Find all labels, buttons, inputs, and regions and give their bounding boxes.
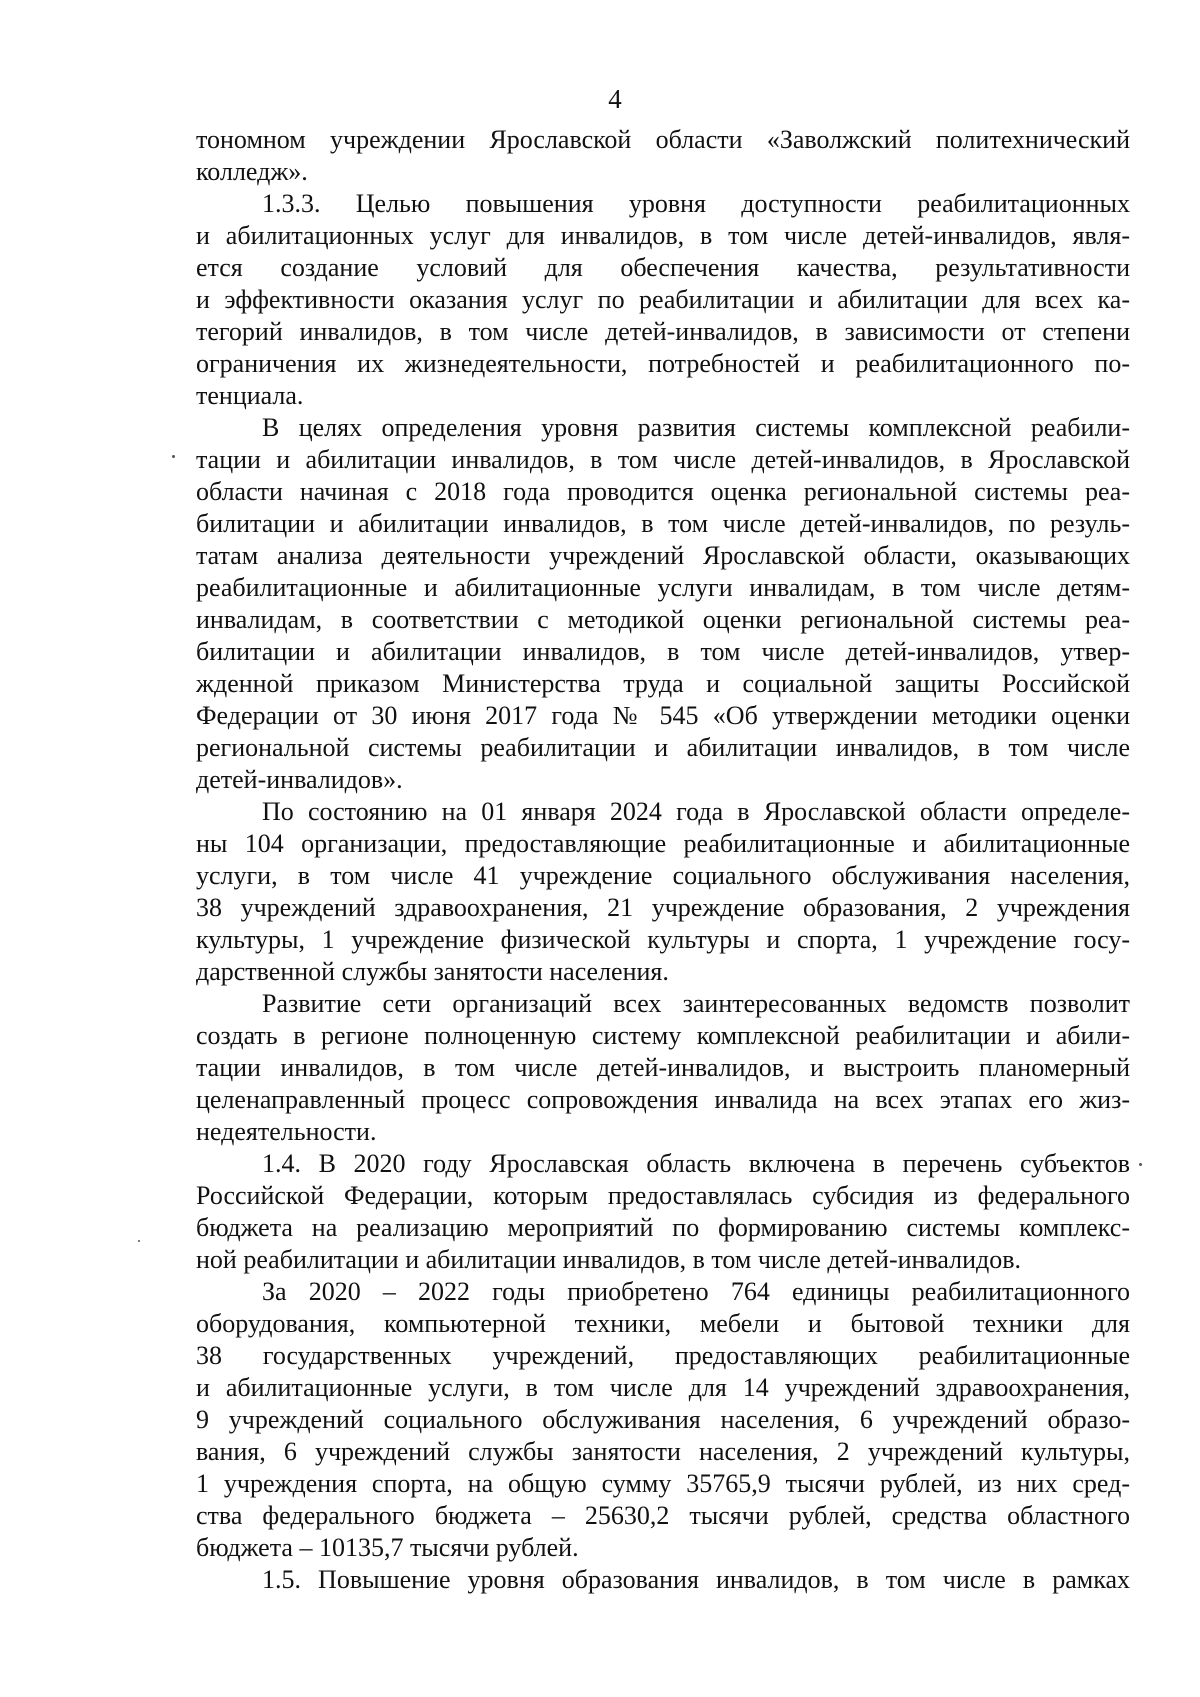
text-line: и абилитационных услуг для инвалидов, в том числе детей-инвалидов, явля- [196, 221, 1130, 250]
text-line: реабилитационные и абилитационные услуги инвалидам, в том числе детям- [196, 573, 1130, 602]
text-line: 1.4. В 2020 году Ярославская область включена в перечень субъектов [262, 1149, 1130, 1178]
scan-speck [138, 1240, 140, 1242]
text-line: тегорий инвалидов, в том числе детей-инвалидов, в зависимости от степени [196, 317, 1130, 346]
text-line: колледж». [196, 157, 308, 186]
body-text [196, 124, 1130, 1596]
text-line: 38 учреждений здравоохранения, 21 учреждение образования, 2 учреждения [196, 893, 1130, 922]
text-line: детей-инвалидов». [196, 765, 403, 794]
text-line: жденной приказом Министерства труда и социальной защиты Российской [196, 669, 1130, 698]
text-line: Российской Федерации, которым предоставлялась субсидия из федерального [196, 1181, 1130, 1210]
text-line: 1.5. Повышение уровня образования инвалидов, в том числе в рамках [262, 1565, 1130, 1594]
page-number: 4 [608, 84, 622, 114]
text-line: По состоянию на 01 января 2024 года в Ярославской области определе- [262, 797, 1130, 826]
text-line: 1.3.3. Целью повышения уровня доступности реабилитационных [262, 189, 1130, 218]
text-line: 38 государственных учреждений, предоставляющих реабилитационные [196, 1341, 1130, 1370]
text-line: культуры, 1 учреждение физической культуры и спорта, 1 учреждение госу- [196, 925, 1130, 954]
text-line: тономном учреждении Ярославской области «Заволжский политехнический [196, 125, 1130, 154]
scan-speck [1139, 1163, 1142, 1166]
text-line: бюджета на реализацию мероприятий по формированию системы комплекс- [196, 1213, 1130, 1242]
text-line: 9 учреждений социального обслуживания населения, 6 учреждений образо- [196, 1405, 1130, 1434]
text-line: Федерации от 30 июня 2017 года № 545 «Об утверждении методики оценки [196, 701, 1130, 730]
text-line: недеятельности. [196, 1117, 377, 1146]
text-line: Развитие сети организаций всех заинтересованных ведомств позволит [262, 989, 1130, 1018]
text-line: оборудования, компьютерной техники, мебели и бытовой техники для [196, 1309, 1130, 1338]
text-line: создать в регионе полноценную систему комплексной реабилитации и абили- [196, 1021, 1130, 1050]
text-line: билитации и абилитации инвалидов, в том числе детей-инвалидов, по резуль- [196, 509, 1130, 538]
text-line: татам анализа деятельности учреждений Ярославской области, оказывающих [196, 541, 1130, 570]
text-line: и абилитационные услуги, в том числе для 14 учреждений здравоохранения, [196, 1373, 1130, 1402]
text-line: тенциала. [196, 381, 304, 410]
text-line: За 2020 – 2022 годы приобретено 764 единицы реабилитационного [262, 1277, 1130, 1306]
text-line: инвалидам, в соответствии с методикой оценки региональной системы реа- [196, 605, 1130, 634]
text-line: ется создание условий для обеспечения качества, результативности [196, 253, 1130, 282]
text-line: и эффективности оказания услуг по реабилитации и абилитации для всех ка- [196, 285, 1130, 314]
text-line: тации и абилитации инвалидов, в том числе детей-инвалидов, в Ярославской [196, 445, 1130, 474]
text-line: области начиная с 2018 года проводится оценка региональной системы реа- [196, 477, 1130, 506]
text-line: региональной системы реабилитации и абилитации инвалидов, в том числе [196, 733, 1130, 762]
text-line: тации инвалидов, в том числе детей-инвалидов, и выстроить планомерный [196, 1053, 1130, 1082]
text-line: целенаправленный процесс сопровождения инвалида на всех этапах его жиз- [196, 1085, 1130, 1114]
text-line: услуги, в том числе 41 учреждение социального обслуживания населения, [196, 861, 1130, 890]
text-line: ства федерального бюджета – 25630,2 тысячи рублей, средства областного [196, 1501, 1130, 1530]
text-line: ограничения их жизнедеятельности, потребностей и реабилитационного по- [196, 349, 1130, 378]
text-line: вания, 6 учреждений службы занятости населения, 2 учреждений культуры, [196, 1437, 1130, 1466]
text-line: ной реабилитации и абилитации инвалидов, в том числе детей-инвалидов. [196, 1245, 1022, 1274]
text-line: 1 учреждения спорта, на общую сумму 35765,9 тысячи рублей, из них сред- [196, 1469, 1130, 1498]
text-line: билитации и абилитации инвалидов, в том числе детей-инвалидов, утвер- [196, 637, 1130, 666]
text-line: дарственной службы занятости населения. [196, 957, 669, 986]
scan-speck [172, 455, 175, 458]
text-line: ны 104 организации, предоставляющие реабилитационные и абилитационные [196, 829, 1130, 858]
text-line: бюджета – 10135,7 тысячи рублей. [196, 1533, 579, 1562]
text-line: В целях определения уровня развития системы комплексной реабили- [262, 413, 1130, 442]
